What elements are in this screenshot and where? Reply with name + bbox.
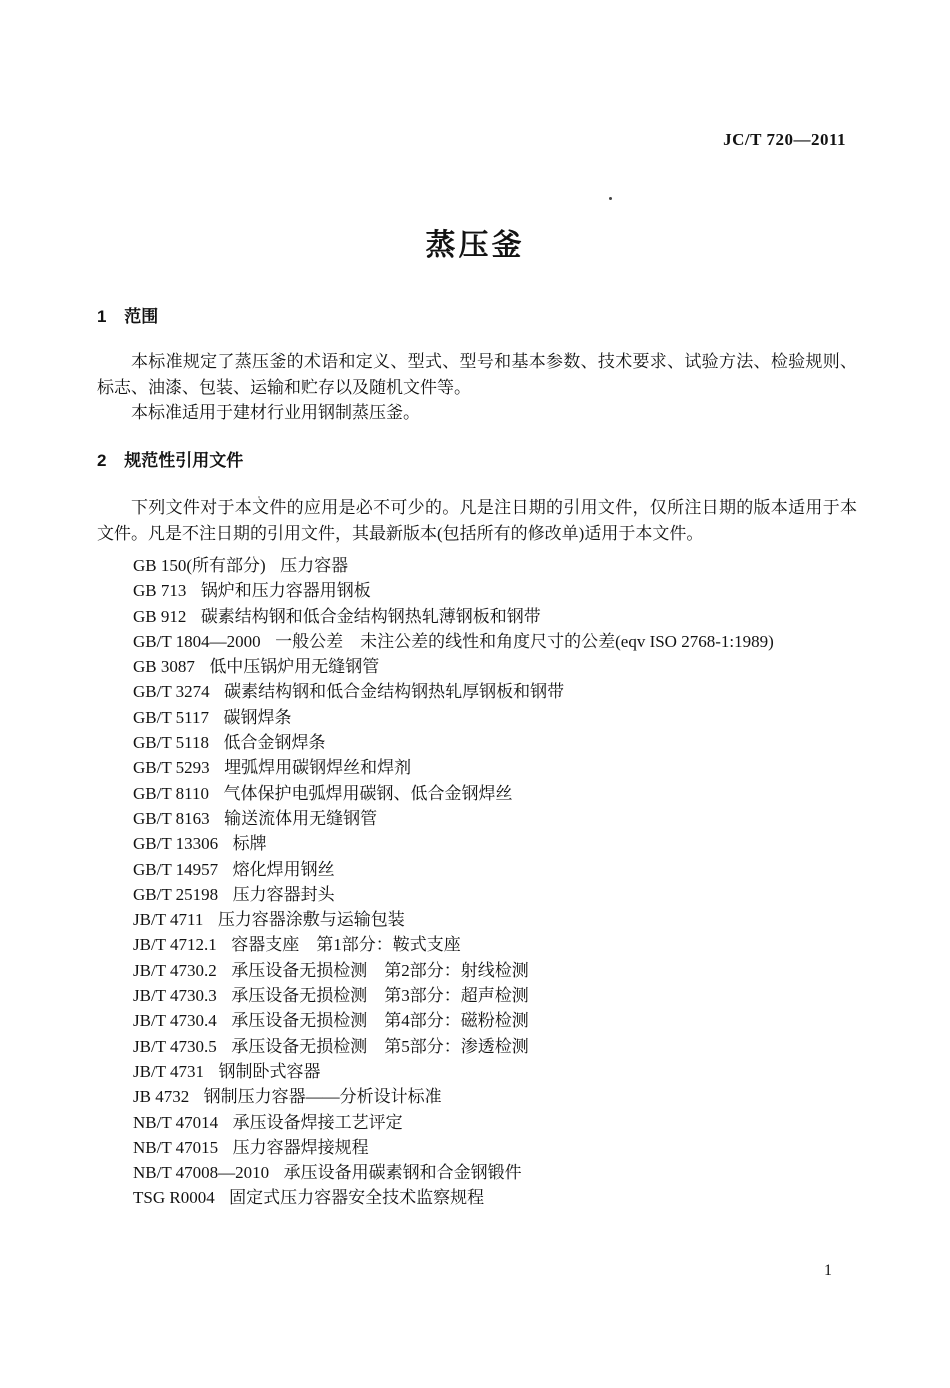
reference-code: GB 713 xyxy=(133,581,187,601)
reference-title: 碳素结构钢和低合金结构钢热轧厚钢板和钢带 xyxy=(224,682,565,702)
reference-item xyxy=(133,1034,893,1059)
reference-item xyxy=(133,755,893,780)
reference-code: GB/T 5117 xyxy=(133,707,210,727)
reference-code: NB/T 47008—2010 xyxy=(133,1163,270,1183)
reference-item xyxy=(133,1185,893,1210)
reference-item xyxy=(133,932,893,957)
paragraph: 本标准规定了蒸压釜的术语和定义、型式、型号和基本参数、技术要求、试验方法、检验规则、标志、油漆、包装、运输和贮存以及随机文件等。 xyxy=(97,352,857,397)
paragraph: 下列文件对于本文件的应用是必不可少的。凡是注日期的引用文件，仅所注日期的版本适用于本文件。凡是不注日期的引用文件，其最新版本(包括所有的修改单)适用于本文件。 xyxy=(97,498,857,543)
reference-title: 气体保护电弧焊用碳钢、低合金钢焊丝 xyxy=(223,783,513,803)
reference-title: 碳素结构钢和低合金结构钢热轧薄钢板和钢带 xyxy=(200,606,541,626)
reference-title: 承压设备无损检测 第4部分：磁粉检测 xyxy=(231,1011,529,1031)
reference-item xyxy=(133,1160,893,1185)
page-number: 1 xyxy=(824,1262,832,1279)
reference-title: 承压设备无损检测 第3部分：超声检测 xyxy=(231,986,529,1006)
reference-code: GB 912 xyxy=(133,606,187,626)
reference-item xyxy=(133,882,893,907)
reference-code: GB/T 8110 xyxy=(133,783,210,803)
reference-item xyxy=(133,705,893,730)
reference-code: JB/T 4730.2 xyxy=(133,960,217,980)
reference-title: 压力容器 xyxy=(280,556,349,575)
scan-artifact-dot xyxy=(609,197,612,200)
reference-code: GB 3087 xyxy=(133,657,195,677)
reference-item xyxy=(133,857,893,882)
reference-code: GB/T 5118 xyxy=(133,733,210,753)
reference-code: JB/T 4711 xyxy=(133,910,204,930)
reference-code: GB/T 1804—2000 xyxy=(133,631,261,651)
reference-item xyxy=(133,604,893,629)
reference-item xyxy=(133,958,893,983)
reference-code: TSG R0004 xyxy=(133,1188,215,1208)
document-title: 蒸压釜 xyxy=(425,229,525,262)
reference-item xyxy=(133,1110,893,1135)
reference-code: JB/T 4730.5 xyxy=(133,1036,217,1056)
reference-item xyxy=(133,806,893,831)
reference-code: GB/T 13306 xyxy=(133,834,219,854)
section-2-heading-text: 规范性引用文件 xyxy=(124,451,244,470)
reference-code: GB/T 25198 xyxy=(133,884,219,904)
reference-item xyxy=(133,781,893,806)
section-2-number: 2 xyxy=(97,451,107,470)
doc-number: JC/T 720—2011 xyxy=(723,130,846,149)
reference-title: 低中压锅炉用无缝钢管 xyxy=(209,657,380,677)
reference-title: 埋弧焊用碳钢焊丝和焊剂 xyxy=(224,758,412,778)
reference-title: 熔化焊用钢丝 xyxy=(232,859,335,879)
reference-code: GB 150(所有部分) xyxy=(133,556,266,575)
section-1-body xyxy=(97,349,857,426)
reference-code: GB/T 3274 xyxy=(133,682,210,702)
section-1-heading-text: 范围 xyxy=(124,307,159,326)
reference-title: 承压设备无损检测 第2部分：射线检测 xyxy=(231,960,529,980)
reference-item xyxy=(133,1008,893,1033)
reference-code: JB/T 4712.1 xyxy=(133,935,217,955)
reference-title: 容器支座 第1部分：鞍式支座 xyxy=(231,935,461,955)
reference-code: GB/T 5293 xyxy=(133,758,210,778)
section-1-heading xyxy=(97,302,158,327)
reference-title: 碳钢焊条 xyxy=(223,707,292,727)
reference-code: JB/T 4730.3 xyxy=(133,986,217,1006)
reference-title: 标牌 xyxy=(232,834,267,854)
section-2-heading xyxy=(97,446,243,471)
section-1-number: 1 xyxy=(97,307,107,326)
reference-item xyxy=(133,1135,893,1160)
reference-title: 输送流体用无缝钢管 xyxy=(224,808,378,828)
paragraph: 本标准适用于建材行业用钢制蒸压釜。 xyxy=(131,403,420,422)
section-2-body xyxy=(97,495,857,546)
reference-title: 压力容器涂敷与运输包装 xyxy=(217,910,405,930)
reference-item xyxy=(133,730,893,755)
reference-title: 压力容器封头 xyxy=(232,884,335,904)
reference-item xyxy=(133,831,893,856)
reference-item xyxy=(133,983,893,1008)
reference-code: JB 4732 xyxy=(133,1087,190,1107)
reference-code: JB/T 4730.4 xyxy=(133,1011,217,1031)
reference-item xyxy=(133,679,893,704)
reference-code: NB/T 47014 xyxy=(133,1112,219,1132)
reference-title: 低合金钢焊条 xyxy=(223,733,326,753)
reference-title: 固定式压力容器安全技术监察规程 xyxy=(229,1188,485,1208)
reference-code: GB/T 8163 xyxy=(133,808,210,828)
references-list xyxy=(97,553,893,1211)
reference-title: 钢制压力容器——分析设计标准 xyxy=(203,1087,442,1107)
reference-title: 承压设备无损检测 第5部分：渗透检测 xyxy=(231,1036,529,1056)
reference-item xyxy=(133,1084,893,1109)
reference-title: 压力容器焊接规程 xyxy=(232,1137,369,1157)
reference-title: 锅炉和压力容器用钢板 xyxy=(200,581,371,601)
reference-title: 承压设备焊接工艺评定 xyxy=(232,1112,403,1132)
reference-item xyxy=(133,553,893,578)
reference-title: 钢制卧式容器 xyxy=(218,1061,321,1081)
reference-item xyxy=(133,578,893,603)
reference-code: NB/T 47015 xyxy=(133,1137,219,1157)
reference-code: GB/T 14957 xyxy=(133,859,219,879)
reference-code: JB/T 4731 xyxy=(133,1061,205,1081)
reference-item xyxy=(133,629,893,654)
reference-item xyxy=(133,1059,893,1084)
reference-title: 一般公差 未注公差的线性和角度尺寸的公差(eqv ISO 2768-1:1989) xyxy=(275,631,774,651)
reference-title: 承压设备用碳素钢和合金钢锻件 xyxy=(283,1163,522,1183)
reference-item xyxy=(133,654,893,679)
reference-item xyxy=(133,907,893,932)
